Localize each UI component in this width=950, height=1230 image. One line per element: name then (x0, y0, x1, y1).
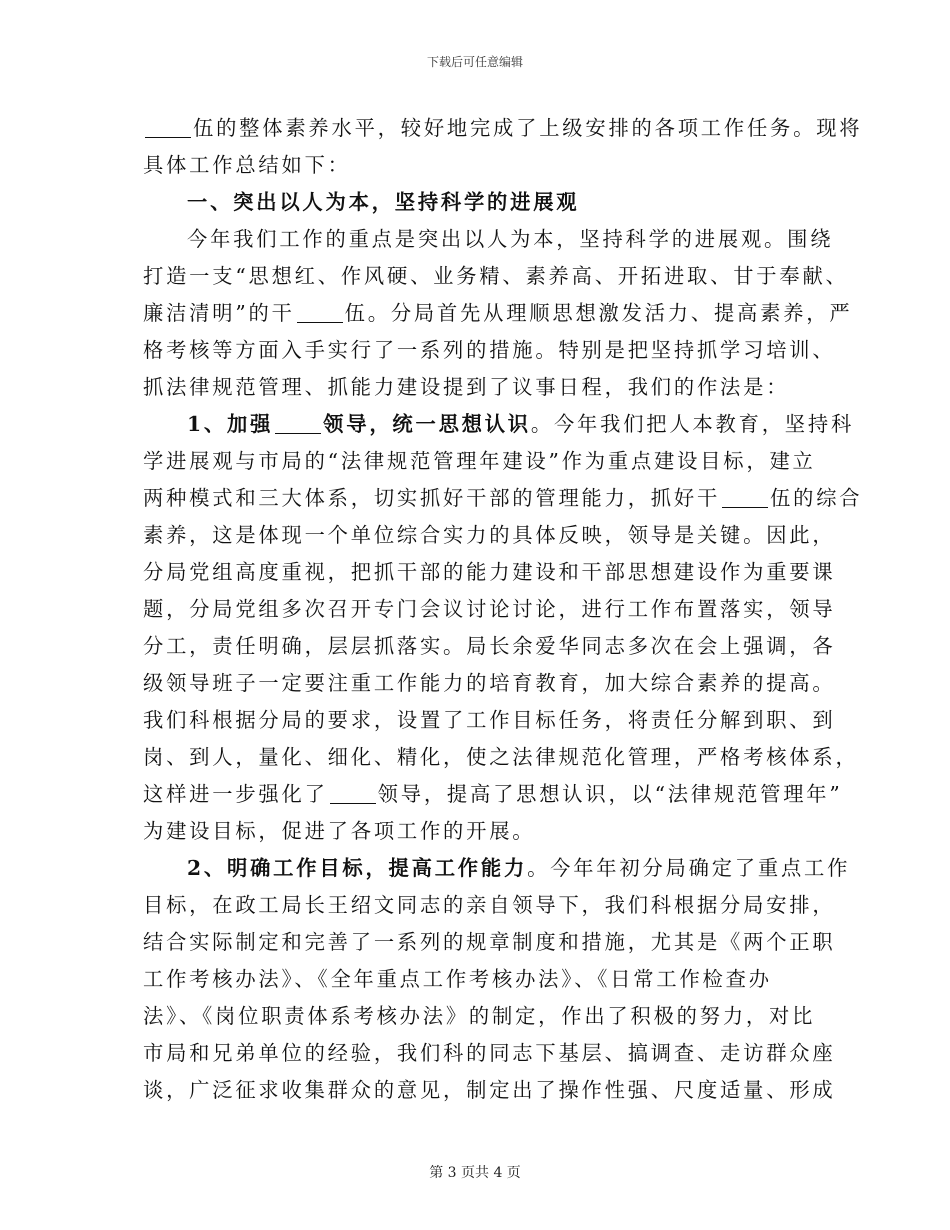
text-line (143, 739, 859, 776)
line-text: 法》、《岗位职责体系考核办法》的制定，作出了积极的努力，对比 (143, 1004, 816, 1028)
text-line (143, 554, 836, 591)
line-text: 伍。分局首先从理顺思想激发活力、提高素养，严 (344, 301, 853, 325)
line-text: 结合实际制定和完善了一系列的规章制度和措施，尤其是《两个正职 (143, 930, 836, 954)
text-line (143, 702, 836, 739)
text-line (143, 443, 823, 480)
line-text: 工作考核办法》、《全年重点工作考核办法》、《日常工作检查办 (143, 967, 772, 991)
line-text: 学进展观与市局的“法律规范管理年建设”作为重点建设目标，建立 (143, 449, 816, 473)
text-line (143, 221, 834, 258)
line-text: 今年我们工作的重点是突出以人为本，坚持科学的进展观。围绕 (187, 227, 834, 251)
page-footer: 第 3 页共 4 页 (429, 1165, 521, 1181)
line-text: 岗、到人，量化、细化、精化，使之法律规范化管理，严格考核体系， (143, 745, 859, 769)
line-text: 抓法律规范管理、抓能力建设提到了议事日程，我们的作法是： (143, 375, 790, 399)
text-line (143, 517, 836, 554)
line-text: 素养，这是体现一个单位综合实力的具体反映，领导是关键。因此， (143, 523, 836, 547)
text-line (143, 776, 843, 813)
line-text: 廉洁清明”的干 (143, 301, 295, 325)
line-text: 市局和兄弟单位的经验，我们科的同志下基层、搞调查、走访群众座 (143, 1041, 836, 1065)
line-text: 谈，广泛征求收集群众的意见，制定出了操作性强、尺度适量、形成 (143, 1078, 836, 1102)
line-text: 打造一支“思想红、作风硬、业务精、素养高、开拓进取、甘于奉献、 (143, 264, 849, 288)
text-line (143, 628, 836, 665)
page-header: 下载后可任意编辑 (426, 55, 523, 69)
subheading-text: 领导，统一思想认识 (323, 412, 531, 436)
line-text: 为建设目标，促进了各项工作的开展。 (143, 819, 536, 843)
text-line (143, 1035, 836, 1072)
line-text: 级领导班子一定要注重工作能力的培育教育，加大综合素养的提高。 (143, 671, 836, 695)
line-text: 这样进一步强化了 (143, 782, 328, 806)
text-line (143, 665, 836, 702)
subheading-text: 1、加强 (187, 412, 274, 436)
blank-underline (275, 411, 321, 434)
line-text: 分局党组高度重视，把抓干部的能力建设和干部思想建设作为重要课 (143, 560, 836, 584)
text-line (143, 480, 863, 517)
line-text: 我们科根据分局的要求，设置了工作目标任务，将责任分解到职、到 (143, 708, 836, 732)
subheading-text: 2、明确工作目标，提高工作能力 (187, 856, 528, 880)
document-body (143, 110, 863, 1109)
line-text: 领导，提高了思想认识，以“法律规范管理年” (377, 782, 843, 806)
blank-underline (297, 300, 343, 323)
blank-underline (330, 781, 376, 804)
text-line (143, 295, 853, 332)
line-text: 具体工作总结如下： (143, 153, 351, 177)
blank-underline (145, 115, 191, 138)
line-text: 分工，责任明确，层层抓落实。局长余爱华同志多次在会上强调，各 (143, 634, 836, 658)
section-heading (143, 184, 823, 221)
text-line (143, 258, 849, 295)
blank-underline (722, 485, 768, 508)
text-line (143, 813, 823, 850)
text-line (143, 332, 836, 369)
text-line (143, 887, 836, 924)
text-line (143, 110, 863, 147)
text-line (143, 961, 823, 998)
text-line (143, 1072, 836, 1109)
line-text: 伍的综合 (770, 486, 863, 510)
line-text: 两种模式和三大体系，切实抓好干部的管理能力，抓好干 (143, 486, 721, 510)
line-text: 目标，在政工局长王绍文同志的亲自领导下，我们科根据分局安排， (143, 893, 836, 917)
text-line (143, 369, 823, 406)
line-text: 一、突出以人为本，坚持科学的进展观 (187, 190, 580, 214)
line-text: 。今年年初分局确定了重点工作 (527, 856, 851, 880)
subsection-line (143, 406, 855, 443)
subsection-line (143, 850, 851, 887)
text-line (143, 924, 836, 961)
text-line (143, 591, 836, 628)
line-text: 。今年我们把人本教育，坚持科 (530, 412, 855, 436)
line-text: 格考核等方面入手实行了一系列的措施。特别是把坚持抓学习培训、 (143, 338, 836, 362)
text-line (143, 998, 823, 1035)
line-text: 伍的整体素养水平，较好地完成了上级安排的各项工作任务。现将 (193, 116, 863, 140)
text-line (143, 147, 823, 184)
line-text: 题，分局党组多次召开专门会议讨论讨论，进行工作布置落实，领导 (143, 597, 836, 621)
